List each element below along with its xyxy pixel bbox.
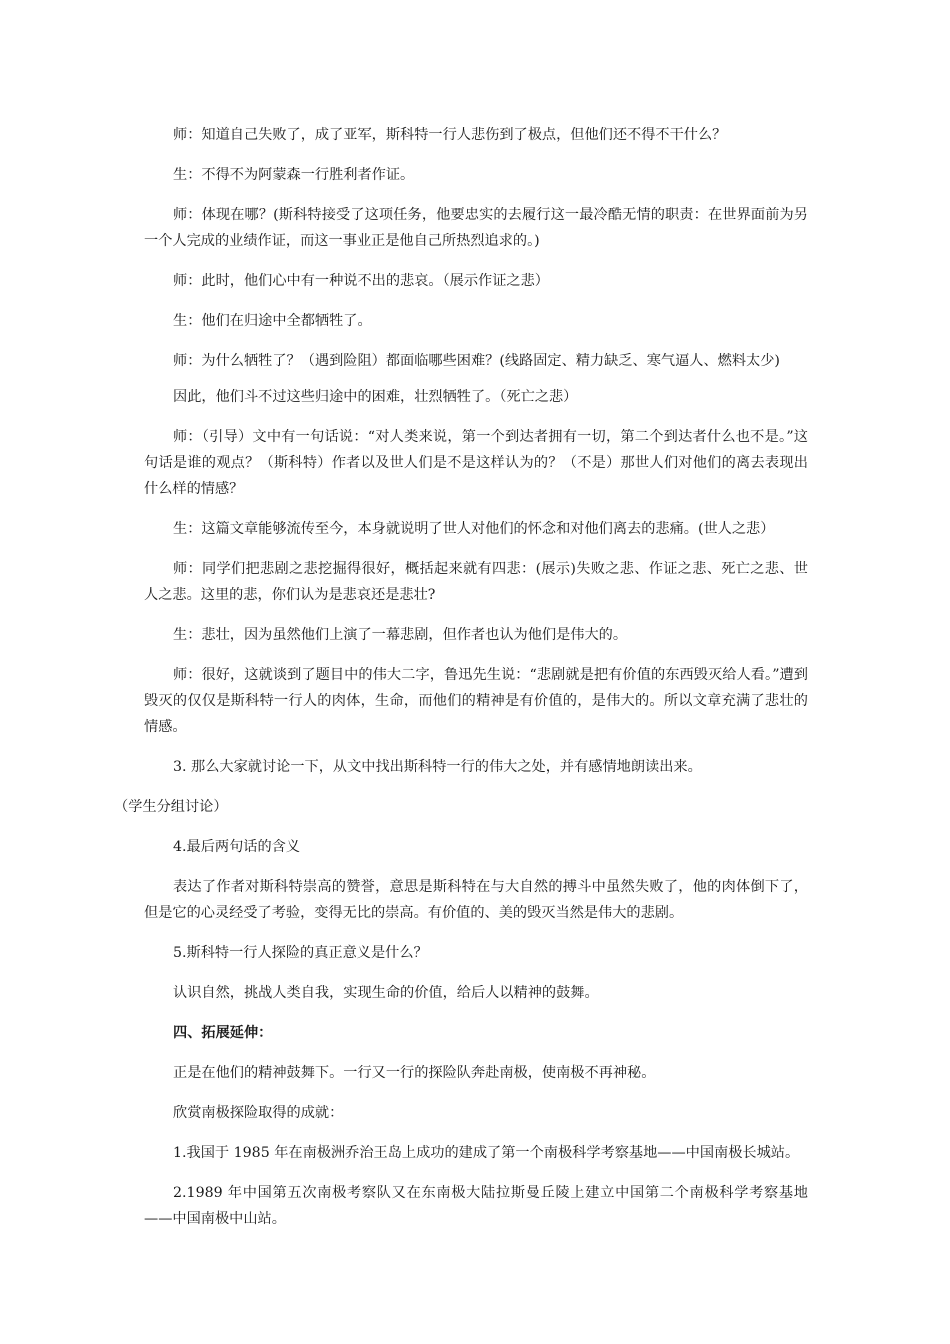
paragraph: 3. 那么大家就讨论一下，从文中找出斯科特一行的伟大之处，并有感情地朗读出来。	[173, 759, 702, 775]
paragraph: 师：此时，他们心中有一种说不出的悲哀。（展示作证之悲）	[173, 273, 549, 289]
section-heading: 四、拓展延伸：	[173, 1025, 273, 1041]
paragraph: 认识自然，挑战人类自我，实现生命的价值，给后人以精神的鼓舞。	[173, 985, 599, 1001]
paragraph: 生：不得不为阿蒙森一行胜利者作证。	[173, 167, 415, 183]
paragraph: 因此，他们斗不过这些归途中的困难，壮烈牺牲了。（死亡之悲）	[173, 389, 578, 405]
paragraph: 生：他们在归途中全都牺牲了。	[173, 313, 372, 329]
paragraph: 生：悲壮，因为虽然他们上演了一幕悲剧，但作者也认为他们是伟大的。	[173, 627, 628, 643]
paragraph: 表达了作者对斯科特崇高的赞誉，意思是斯科特在与大自然的搏斗中虽然失败了，他的肉体倒下了，但是它的心灵经受了考验，变得无比的崇高。有价值的、美的毁灭当然是伟大的悲剧。	[144, 879, 808, 921]
paragraph: 师：很好，这就谈到了题目中的伟大二字，鲁迅先生说：“悲剧就是把有价值的东西毁灭给人看。”遭到毁灭的仅仅是斯科特一行人的肉体，生命，而他们的精神是有价值的，是伟大的。所以文章充满了悲壮的情感。	[144, 667, 808, 735]
paragraph: （学生分组讨论）	[114, 799, 228, 815]
paragraph: 欣赏南极探险取得的成就：	[173, 1105, 344, 1121]
paragraph: 师：为什么牺牲了？（遇到险阻）都面临哪些困难？(线路固定、精力缺乏、寒气逼人、燃料太少)	[173, 353, 780, 369]
paragraph: 师：体现在哪？(斯科特接受了这项任务，他要忠实的去履行这一最冷酷无情的职责：在世界面前为另一个人完成的业绩作证，而这一事业正是他自己所热烈追求的。)	[144, 207, 808, 249]
paragraph: 2.1989 年中国第五次南极考察队又在东南极大陆拉斯曼丘陵上建立中国第二个南极科学考察基地——中国南极中山站。	[144, 1185, 808, 1227]
paragraph: 师：（引导）文中有一句话说：“对人类来说，第一个到达者拥有一切，第二个到达者什么也不是。”这句话是谁的观点？（斯科特）作者以及世人们是不是这样认为的？（不是）那世人们对他们的离去表现出什么样的情感？	[144, 429, 808, 497]
document-page	[114, 122, 808, 1246]
paragraph: 5.斯科特一行人探险的真正意义是什么？	[173, 945, 428, 961]
paragraph: 师：知道自己失败了，成了亚军，斯科特一行人悲伤到了极点，但他们还不得不干什么？	[173, 127, 727, 143]
paragraph: 师：同学们把悲剧之悲挖掘得很好，概括起来就有四悲：(展示)失败之悲、作证之悲、死亡之悲、世人之悲。这里的悲，你们认为是悲哀还是悲壮?	[144, 561, 808, 603]
paragraph: 4.最后两句话的含义	[173, 839, 301, 855]
paragraph: 正是在他们的精神鼓舞下。一行又一行的探险队奔赴南极，使南极不再神秘。	[173, 1065, 656, 1081]
paragraph: 1.我国于 1985 年在南极洲乔治王岛上成功的建成了第一个南极科学考察基地——中国南极长城站。	[173, 1145, 800, 1161]
paragraph: 生：这篇文章能够流传至今，本身就说明了世人对他们的怀念和对他们离去的悲痛。(世人之悲）	[173, 521, 775, 537]
